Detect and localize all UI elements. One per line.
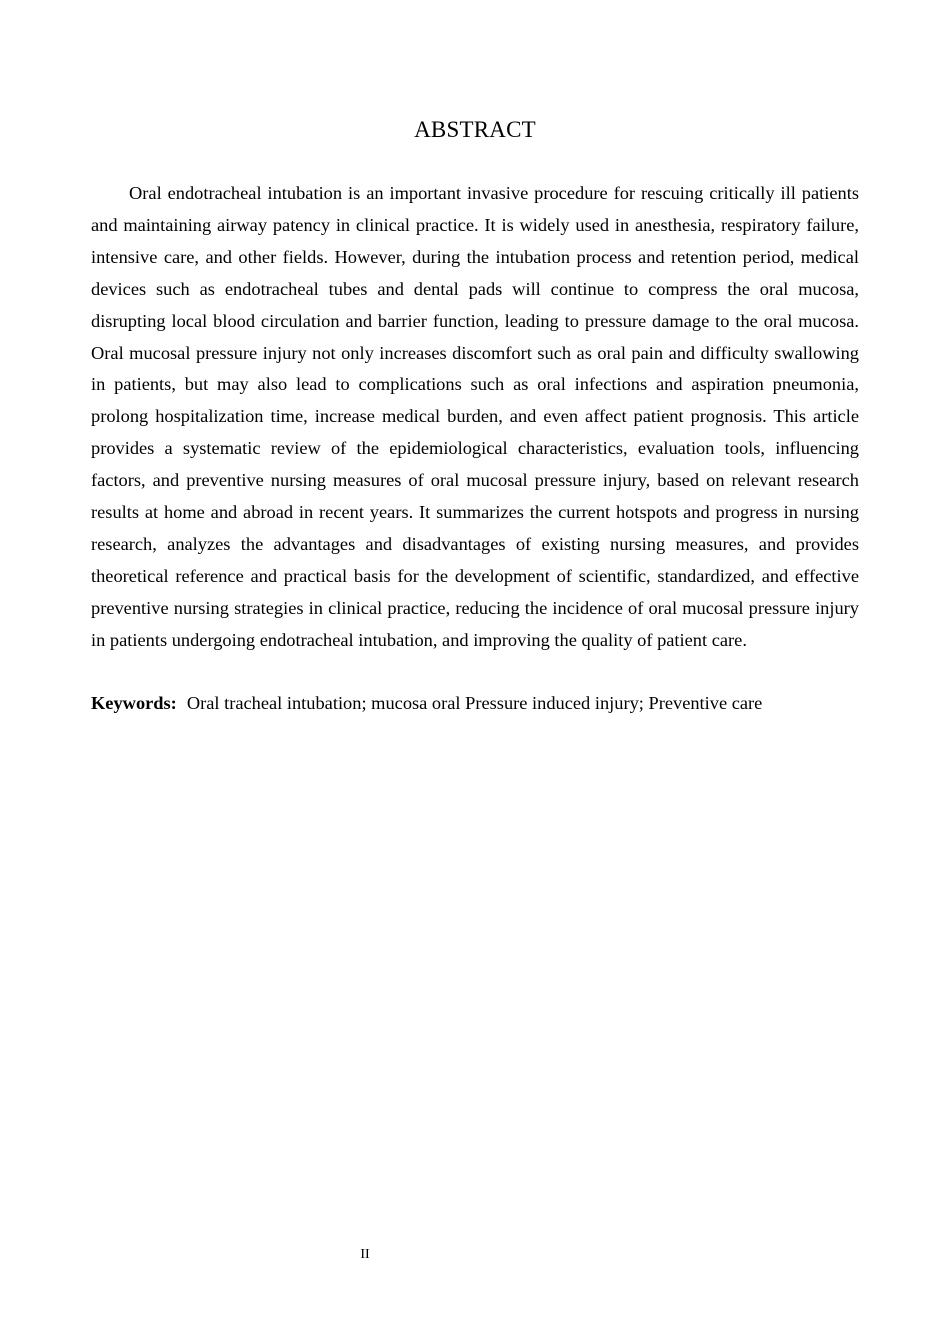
abstract-title: ABSTRACT xyxy=(414,117,536,142)
page-number: II xyxy=(360,1247,370,1262)
keywords-label: Keywords: xyxy=(91,693,177,713)
keywords-text: Oral tracheal intubation; mucosa oral Pressure induced injury; Preventive care xyxy=(186,693,763,713)
abstract-paragraph: Oral endotracheal intubation is an important invasive procedure for rescuing critically ill patients and maintaining airway patency in clinical practice. It is widely used in anesthesia, respiratory failure, intensive care, and other fields. However, during the intubation process and retention period, medical devices such as endotracheal tubes and dental pads will continue to compress the oral mucosa, disrupting local blood circulation and barrier function, leading to pressure damage to the oral mucosa. Oral mucosal pressure injury not only increases discomfort such as oral pain and difficulty swallowing in patients, but may also lead to complications such as oral infections and aspiration pneumonia, prolong hospitalization time, increase medical burden, and even affect patient prognosis. This article provides a systematic review of the epidemiological characteristics, evaluation tools, influencing factors, and preventive nursing measures of oral mucosal pressure injury, based on relevant research results at home and abroad in recent years. It summarizes the current hotspots and progress in nursing research, analyzes the advantages and disadvantages of existing nursing measures, and provides theoretical reference and practical basis for the development of scientific, standardized, and effective preventive nursing strategies in clinical practice, reducing the incidence of oral mucosal pressure injury in patients undergoing endotracheal intubation, and improving the quality of patient care. xyxy=(91,183,859,650)
keywords-line xyxy=(91,688,859,720)
